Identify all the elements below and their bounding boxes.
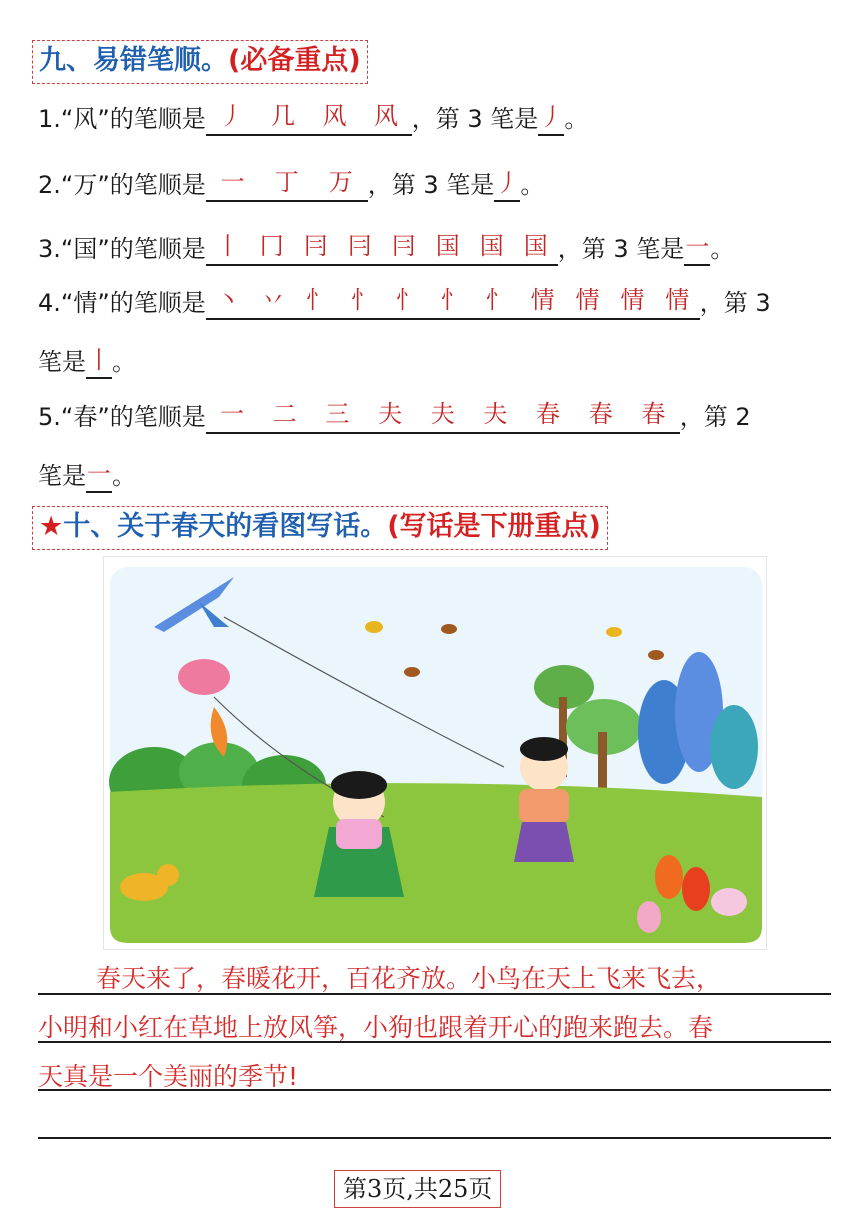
stroke-step: 冂	[259, 232, 284, 260]
item-question: ，第 3 笔是	[367, 171, 495, 199]
star-icon: ★	[39, 511, 64, 542]
stroke-step: 情	[575, 286, 600, 314]
stroke-step: 情	[665, 286, 690, 314]
stroke-step: 忄	[440, 286, 465, 314]
essay-line-3: 天真是一个美丽的季节!	[38, 1062, 299, 1091]
stroke-step: 情	[530, 286, 555, 314]
item-question: ，第 3 笔是	[411, 105, 539, 133]
stroke-step: 春	[588, 400, 613, 428]
section-9-title: 九、易错笔顺。	[39, 45, 228, 76]
stroke-step: 二	[272, 400, 297, 428]
item-number: 3.	[38, 235, 61, 263]
item-prompt: “国”的笔顺是	[60, 235, 206, 263]
stroke-order-blank[interactable]	[206, 100, 412, 136]
stroke-step: 忄	[485, 286, 510, 314]
stroke-item-2	[38, 166, 544, 202]
essay-line-1: 春天来了，春暖花开，百花齐放。小鸟在天上飞来飞去，	[96, 964, 722, 993]
item-end: 。	[564, 105, 589, 133]
stroke-step: 冃	[347, 232, 372, 260]
answer-blank[interactable]: 丿	[494, 166, 520, 202]
stroke-step: 夫	[483, 400, 508, 428]
item-question: ，第 2	[679, 403, 751, 431]
item-question: ，第 3 笔是	[557, 235, 685, 263]
stroke-step: 夫	[430, 400, 455, 428]
stroke-step: 三	[325, 400, 350, 428]
item-number: 2.	[38, 171, 61, 199]
item-number: 4.	[38, 289, 61, 317]
item-question: 笔是	[38, 462, 86, 490]
item-end: 。	[520, 171, 545, 199]
stroke-step: 风	[322, 102, 347, 130]
stroke-item-1	[38, 100, 588, 136]
section-10-heading	[32, 506, 608, 550]
stroke-item-4	[38, 284, 771, 320]
section-9-heading	[32, 40, 368, 84]
stroke-step: 一	[220, 168, 245, 196]
stroke-order-blank[interactable]	[206, 230, 558, 266]
section-10-note: (写话是下册重点)	[387, 511, 601, 542]
sample-essay	[38, 954, 833, 1101]
item-prompt: “万”的笔顺是	[60, 171, 206, 199]
stroke-order-blank[interactable]	[206, 284, 700, 320]
stroke-step: 万	[328, 168, 353, 196]
stroke-step: 春	[641, 400, 666, 428]
stroke-item-4-continued	[38, 343, 136, 379]
spring-illustration	[103, 556, 767, 950]
stroke-order-blank[interactable]	[206, 166, 368, 202]
stroke-step: 夫	[378, 400, 403, 428]
item-end: 。	[112, 348, 136, 376]
essay-line-2: 小明和小红在草地上放风筝，小狗也跟着开心的跑来跑去。春	[38, 1013, 714, 1042]
item-question: 笔是	[38, 348, 86, 376]
stroke-step: 丨	[215, 232, 240, 260]
stroke-item-5	[38, 398, 751, 434]
item-end: 。	[112, 462, 136, 490]
answer-blank[interactable]: 丨	[86, 343, 112, 379]
stroke-step: 冃	[303, 232, 328, 260]
item-question: ，第 3	[699, 289, 771, 317]
section-9-note: (必备重点)	[228, 45, 361, 76]
stroke-item-3	[38, 230, 734, 266]
item-prompt: “春”的笔顺是	[60, 403, 206, 431]
item-number: 1.	[38, 105, 61, 133]
page-number: 第3页,共25页	[334, 1170, 501, 1208]
stroke-step: 春	[536, 400, 561, 428]
stroke-step: 丶	[216, 286, 241, 314]
stroke-step: 一	[220, 400, 245, 428]
writing-line-4[interactable]	[38, 1137, 831, 1139]
stroke-item-5-continued	[38, 457, 136, 493]
item-number: 5.	[38, 403, 61, 431]
stroke-step: 国	[435, 232, 460, 260]
stroke-step: 几	[271, 102, 296, 130]
stroke-order-blank[interactable]	[206, 398, 680, 434]
stroke-step: 忄	[350, 286, 375, 314]
stroke-step: 丁	[274, 168, 299, 196]
kite-flying-scene-image	[104, 557, 766, 949]
stroke-step: 丿	[219, 102, 244, 130]
item-prompt: “风”的笔顺是	[60, 105, 206, 133]
answer-blank[interactable]: 一	[684, 230, 710, 266]
stroke-step: 冃	[391, 232, 416, 260]
section-10-title: 十、关于春天的看图写话。	[63, 511, 388, 542]
stroke-step: 国	[479, 232, 504, 260]
item-prompt: “情”的笔顺是	[60, 289, 206, 317]
answer-blank[interactable]: 丿	[538, 100, 564, 136]
stroke-step: 国	[523, 232, 548, 260]
stroke-step: 情	[620, 286, 645, 314]
stroke-step: 风	[374, 102, 399, 130]
answer-blank[interactable]: 一	[86, 457, 112, 493]
item-end: 。	[710, 235, 735, 263]
stroke-step: 丷	[261, 286, 286, 314]
stroke-step: 忄	[395, 286, 420, 314]
stroke-step: 忄	[306, 286, 331, 314]
